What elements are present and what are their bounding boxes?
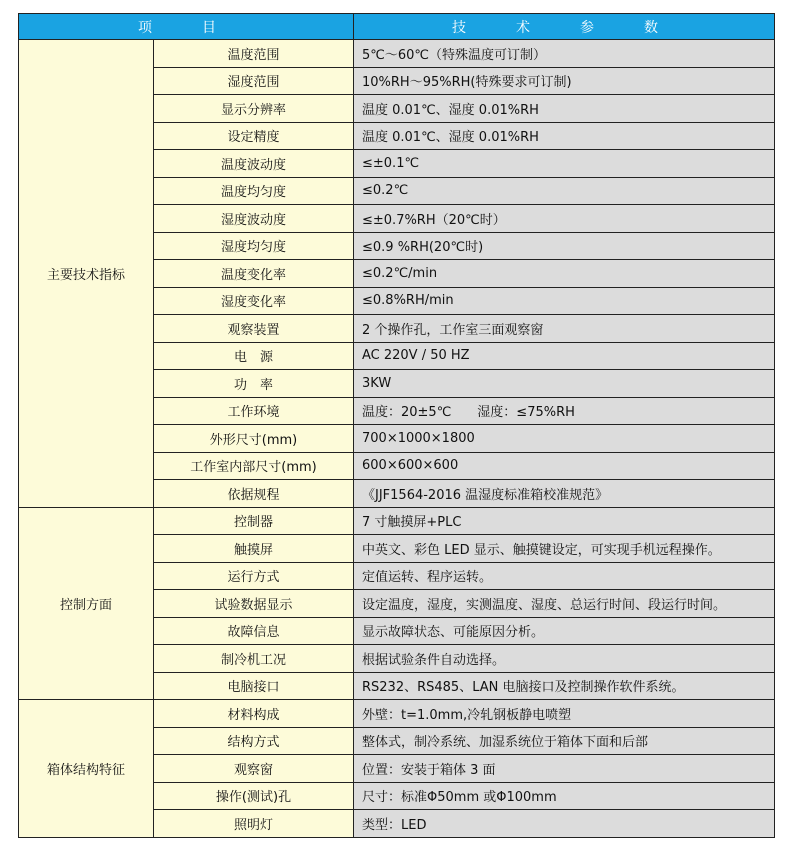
value-cell: 位置：安装于箱体 3 面 [354, 755, 775, 783]
item-cell: 故障信息 [154, 617, 354, 645]
item-cell: 温度波动度 [154, 150, 354, 178]
item-cell: 依据规程 [154, 480, 354, 508]
item-cell: 电 源 [154, 342, 354, 370]
item-cell: 温度均匀度 [154, 177, 354, 205]
item-cell: 工作室内部尺寸(mm) [154, 452, 354, 480]
value-cell: 温度 0.01℃、湿度 0.01%RH [354, 122, 775, 150]
value-cell: 中英文、彩色 LED 显示、触摸键设定，可实现手机远程操作。 [354, 535, 775, 563]
value-cell: AC 220V / 50 HZ [354, 342, 775, 370]
item-cell: 照明灯 [154, 810, 354, 838]
value-cell: 5℃～60℃（特殊温度可订制） [354, 40, 775, 68]
value-cell: ≤0.8%RH/min [354, 287, 775, 315]
item-cell: 湿度波动度 [154, 205, 354, 233]
item-cell: 触摸屏 [154, 535, 354, 563]
value-cell: 10%RH～95%RH(特殊要求可订制) [354, 67, 775, 95]
header-item: 项 目 [19, 14, 354, 40]
spec-table-container [18, 13, 774, 838]
item-cell: 结构方式 [154, 727, 354, 755]
item-cell: 观察窗 [154, 755, 354, 783]
value-cell: 根据试验条件自动选择。 [354, 645, 775, 673]
item-cell: 观察装置 [154, 315, 354, 343]
value-cell: 7 寸触摸屏+PLC [354, 507, 775, 535]
category-cell: 箱体结构特征 [19, 700, 154, 838]
value-cell: ≤0.9 %RH(20℃时) [354, 232, 775, 260]
value-cell: 显示故障状态、可能原因分析。 [354, 617, 775, 645]
item-cell: 外形尺寸(mm) [154, 425, 354, 453]
table-row [19, 507, 775, 535]
value-cell: 设定温度，湿度，实测温度、湿度、总运行时间、段运行时间。 [354, 590, 775, 618]
item-cell: 运行方式 [154, 562, 354, 590]
header-spec: 技 术 参 数 [354, 14, 775, 40]
value-cell: RS232、RS485、LAN 电脑接口及控制操作软件系统。 [354, 672, 775, 700]
item-cell: 温度变化率 [154, 260, 354, 288]
value-cell: 外壁：t=1.0mm,冷轧钢板静电喷塑 [354, 700, 775, 728]
item-cell: 温度范围 [154, 40, 354, 68]
value-cell: 2 个操作孔，工作室三面观察窗 [354, 315, 775, 343]
item-cell: 显示分辨率 [154, 95, 354, 123]
table-row [19, 40, 775, 68]
value-cell: ≤±0.1℃ [354, 150, 775, 178]
item-cell: 电脑接口 [154, 672, 354, 700]
value-cell: 600×600×600 [354, 452, 775, 480]
category-cell: 控制方面 [19, 507, 154, 700]
spec-table [18, 13, 775, 838]
table-row [19, 700, 775, 728]
item-cell: 湿度变化率 [154, 287, 354, 315]
item-cell: 工作环境 [154, 397, 354, 425]
value-cell: 700×1000×1800 [354, 425, 775, 453]
category-cell: 主要技术指标 [19, 40, 154, 508]
value-cell: ≤0.2℃/min [354, 260, 775, 288]
header-row [19, 14, 775, 40]
value-cell: 3KW [354, 370, 775, 398]
item-cell: 操作(测试)孔 [154, 782, 354, 810]
item-cell: 功 率 [154, 370, 354, 398]
value-cell: 定值运转、程序运转。 [354, 562, 775, 590]
value-cell: 尺寸：标准Φ50mm 或Φ100mm [354, 782, 775, 810]
item-cell: 材料构成 [154, 700, 354, 728]
value-cell: ≤±0.7%RH（20℃时） [354, 205, 775, 233]
value-cell: 整体式，制冷系统、加湿系统位于箱体下面和后部 [354, 727, 775, 755]
value-cell: 温度：20±5℃ 湿度：≤75%RH [354, 397, 775, 425]
value-cell: 温度 0.01℃、湿度 0.01%RH [354, 95, 775, 123]
item-cell: 试验数据显示 [154, 590, 354, 618]
item-cell: 湿度范围 [154, 67, 354, 95]
item-cell: 控制器 [154, 507, 354, 535]
spec-table-body [19, 40, 775, 838]
item-cell: 湿度均匀度 [154, 232, 354, 260]
value-cell: 类型：LED [354, 810, 775, 838]
value-cell: 《JJF1564-2016 温湿度标准箱校准规范》 [354, 480, 775, 508]
value-cell: ≤0.2℃ [354, 177, 775, 205]
item-cell: 设定精度 [154, 122, 354, 150]
item-cell: 制冷机工况 [154, 645, 354, 673]
